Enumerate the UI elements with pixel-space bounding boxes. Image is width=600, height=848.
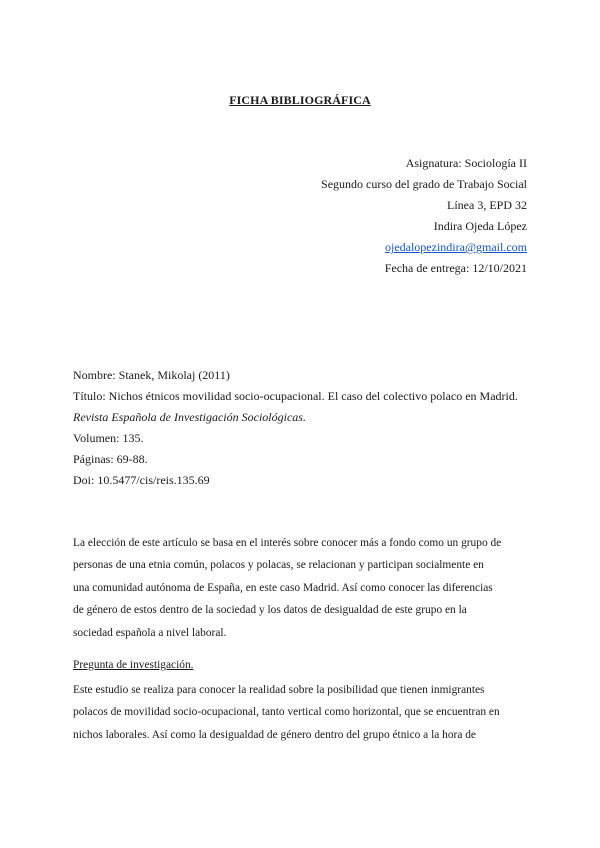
research-question-heading: Pregunta de investigación.	[73, 659, 194, 671]
reference-title: Título: Nichos étnicos movilidad socio-ocupacional. El caso del colectivo polaco en Madrid.	[73, 389, 518, 403]
paragraph-line: de género de estos dentro de la sociedad y los datos de desigualdad de este grupo en la	[73, 604, 467, 617]
author-name: Indira Ojeda López	[433, 219, 527, 233]
paragraph-line: La elección de este artículo se basa en el interés sobre conocer más a fondo como un grupo de	[73, 537, 502, 549]
paragraph-line: nichos laborales. Así como la desigualdad de género dentro del grupo étnico a la hora de	[73, 728, 476, 741]
reference-pages: Páginas: 69-88.	[73, 452, 148, 466]
course-info-block	[207, 153, 527, 279]
bibliographic-reference	[73, 365, 533, 491]
delivery-date: Fecha de entrega: 12/10/2021	[384, 261, 527, 275]
paragraph-line: una comunidad autónoma de España, en este caso Madrid. Así como conocer las diferencias	[73, 581, 493, 594]
reference-volume: Volumen: 135.	[73, 431, 144, 445]
subject-line: Asignatura: Sociología II	[405, 156, 527, 170]
course-line: Segundo curso del grado de Trabajo Social	[321, 177, 527, 191]
document-title: FICHA BIBLIOGRÁFICA	[229, 93, 371, 107]
author-email-link[interactable]: ojedalopezindira@gmail.com	[384, 240, 527, 254]
paragraph-line: polacos de movilidad socio-ocupacional, tanto vertical como horizontal, que se encuentran en	[73, 706, 500, 719]
paragraph-line: Este estudio se realiza para conocer la realidad sobre la posibilidad que tienen inmigrantes	[73, 684, 485, 696]
paragraph-line: sociedad española a nivel laboral.	[73, 626, 227, 639]
group-line: Línea 3, EPD 32	[447, 198, 527, 212]
reference-author: Nombre: Stanek, Mikolaj (2011)	[73, 368, 230, 382]
paragraph-line: personas de una etnia común, polacos y polacas, se relacionan y participan socialmente en	[73, 559, 484, 572]
reference-journal: Revista Española de Investigación Sociológicas.	[73, 410, 306, 424]
reference-doi: Doi: 10.5477/cis/reis.135.69	[73, 473, 210, 487]
justification-paragraph	[73, 532, 528, 644]
research-question-paragraph	[73, 679, 528, 746]
